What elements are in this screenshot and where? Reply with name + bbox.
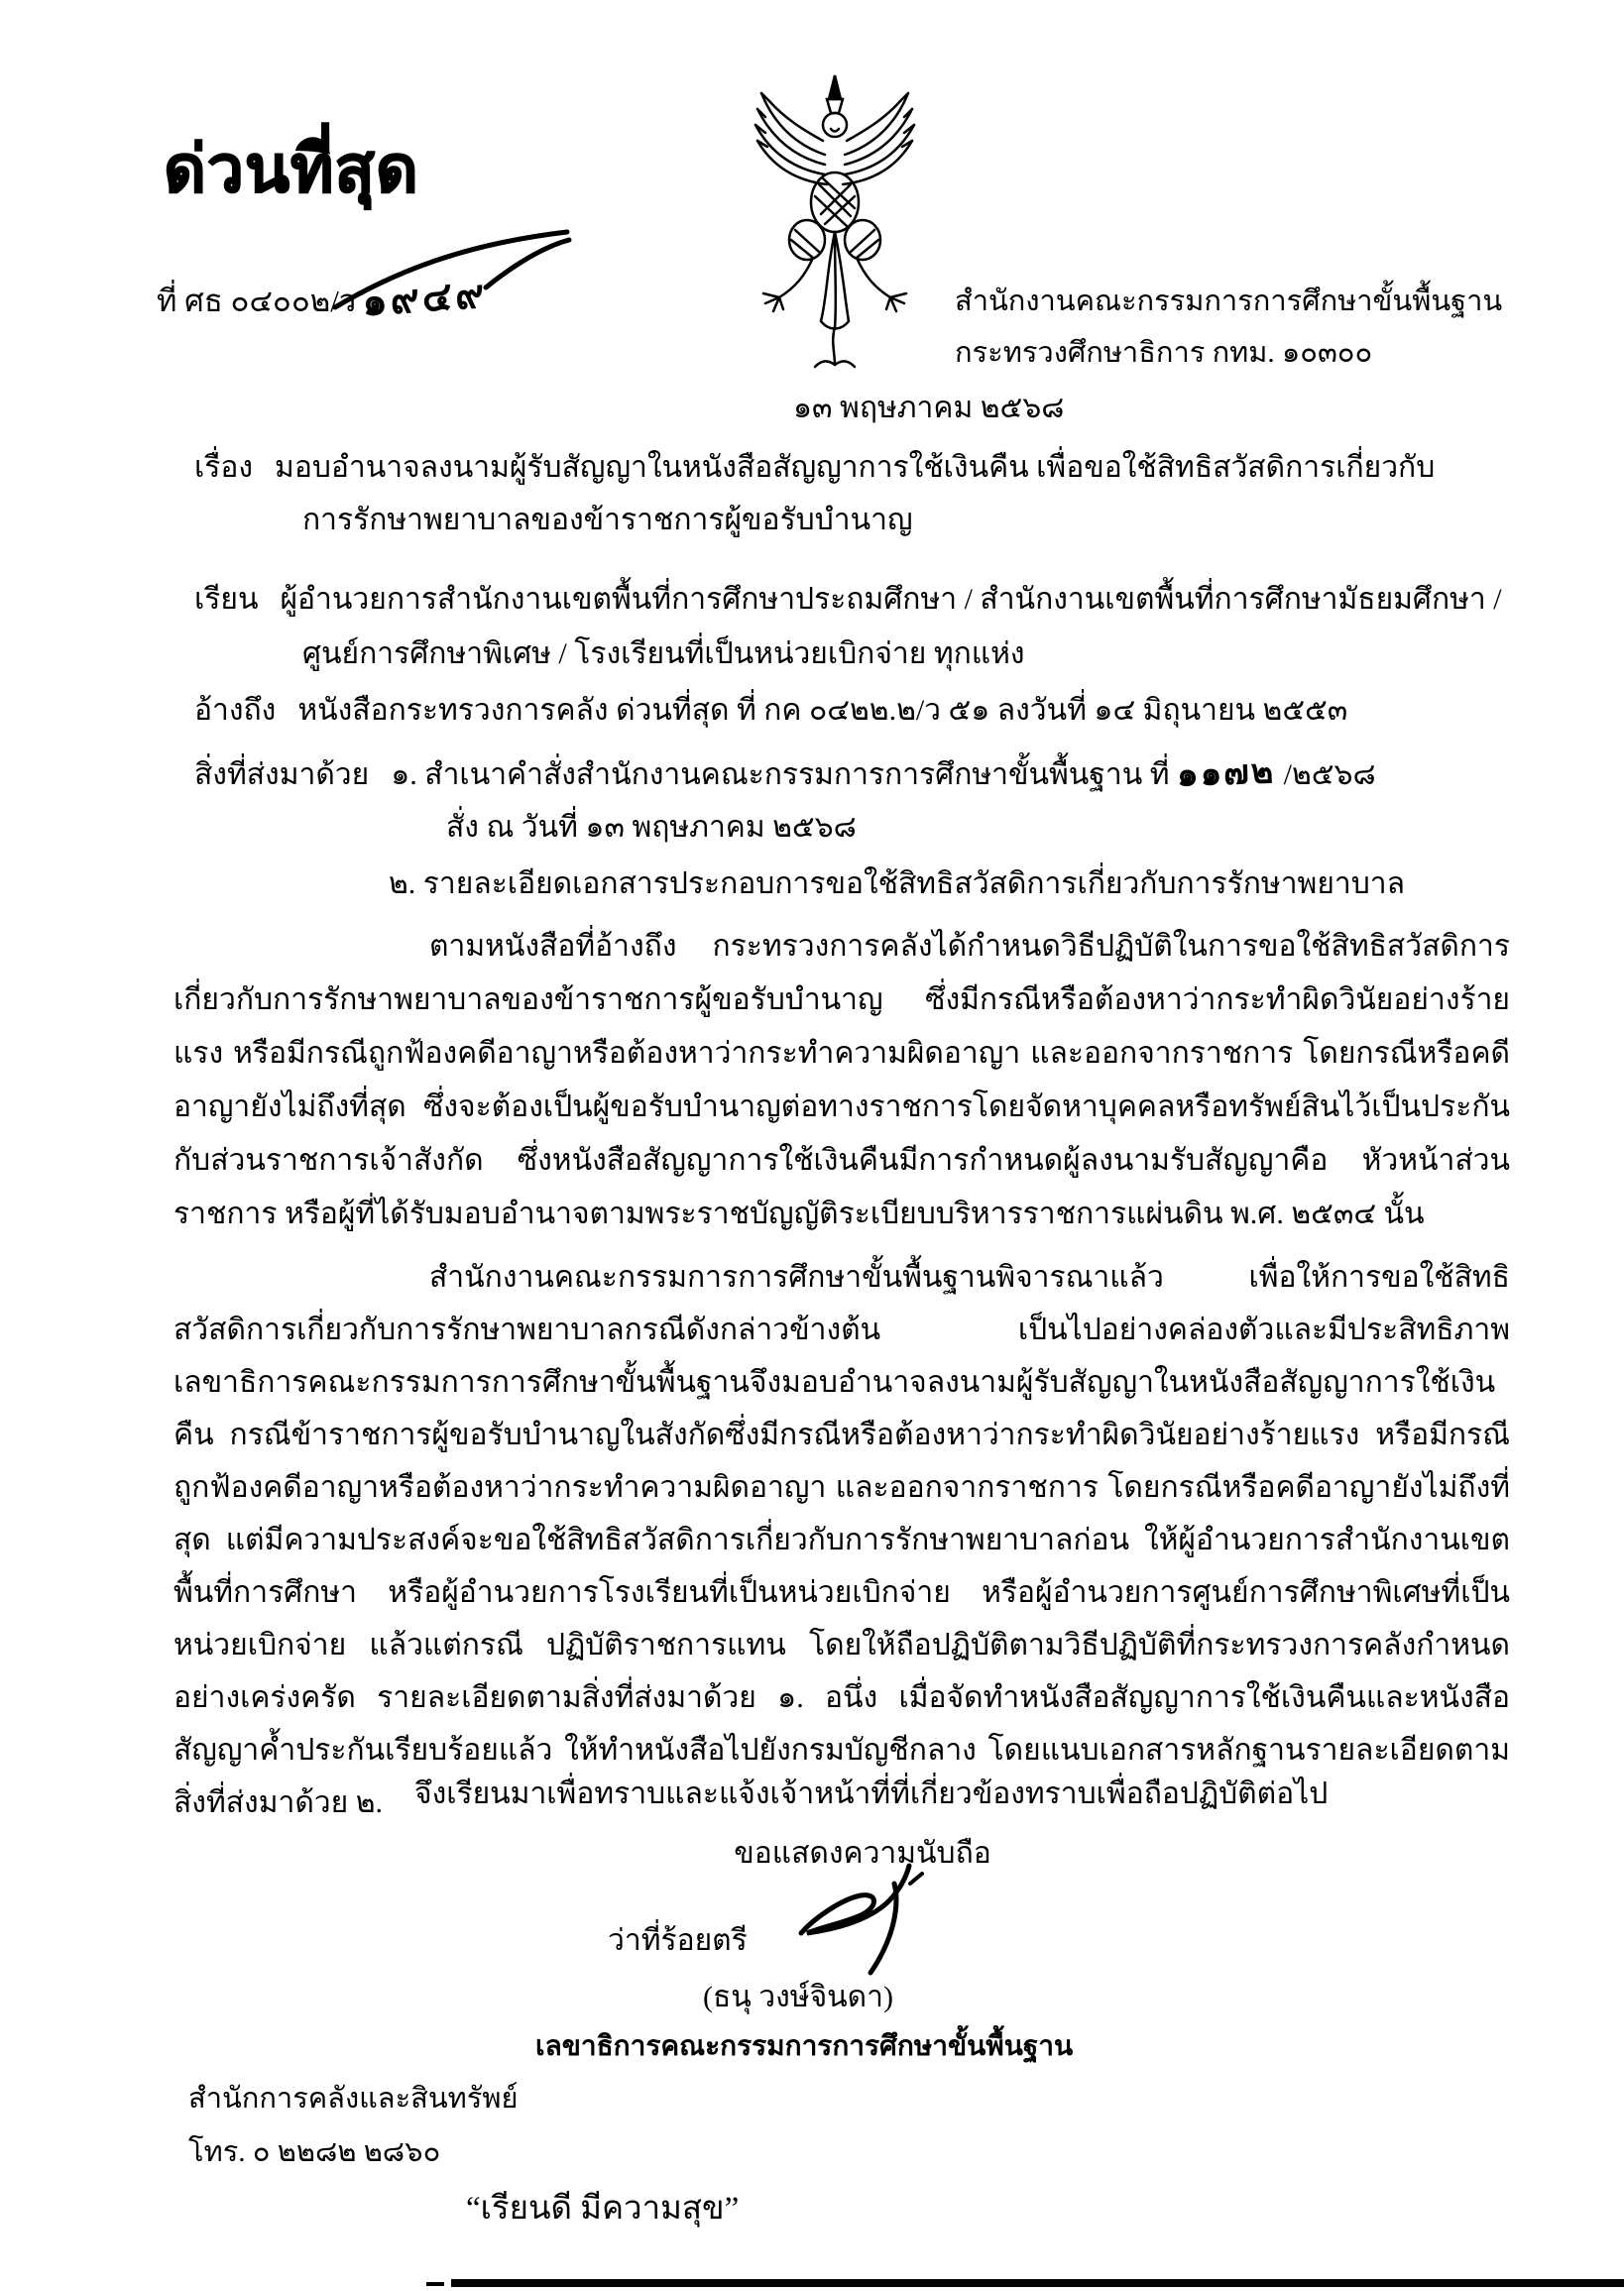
garuda-emblem-icon [736, 71, 934, 369]
subject-row [194, 448, 1435, 489]
agency-block [955, 276, 1502, 379]
reference-label: อ้างถึง [194, 694, 277, 727]
enclosure2-text: ๒. รายละเอียดเอกสารประกอบการขอใช้สิทธิสวัสดิการเกี่ยวกับการรักษาพยาบาล [389, 867, 1406, 900]
subject-line2: การรักษาพยาบาลของข้าราชการผู้ขอรับบำนาญ [302, 504, 913, 536]
reference-row [194, 691, 1347, 732]
signer-name: (ธนุ วงษ์จินดา) [703, 1981, 893, 2013]
scan-artifact-speck [426, 2282, 444, 2286]
signer-rank: ว่าที่ร้อยตรี [608, 1924, 748, 1957]
enclosure-label: สิ่งที่ส่งมาด้วย [194, 758, 370, 791]
footer-office: สำนักการคลังและสินทรัพย์ [188, 2083, 519, 2115]
recipient-line2: ศูนย์การศึกษาพิเศษ / โรงเรียนที่เป็นหน่วยเบิกจ่าย ทุกแห่ง [302, 637, 1025, 670]
enclosure1-text: ๑. สำเนาคำสั่งสำนักงานคณะกรรมการการศึกษาขั้นพื้นฐาน ที่ [391, 758, 1170, 791]
doc-number-prefix: ที่ ศธ ๐๔๐๐๒/ว [157, 284, 357, 318]
signer-title: เลขาธิการคณะกรรมการการศึกษาขั้นพื้นฐาน [535, 2031, 1074, 2062]
agency-name: สำนักงานคณะกรรมการการศึกษาขั้นพื้นฐาน [955, 286, 1503, 317]
recipient-label: เรียน [194, 583, 259, 616]
recipient-line1: ผู้อำนวยการสำนักงานเขตพื้นที่การศึกษาประถมศึกษา / สำนักงานเขตพื้นที่การศึกษามัธยมศึกษา / [280, 583, 1502, 616]
scan-artifact-line [451, 2279, 1624, 2287]
motto: “เรียนดี มีความสุข” [466, 2191, 740, 2227]
body-paragraph-1: ตามหนังสือที่อ้างถึง กระทรวงการคลังได้กำหนดวิธีปฏิบัติในการขอใช้สิทธิสวัสดิการเกี่ยวกับการรักษาพยาบาลของข้าราชการผู้ขอรับบำนาญ ซึ่งมีกรณีหรือต้องหาว่ากระทำผิดวินัยอย่างร้ายแรง หรือมีกรณีถูกฟ้องคดีอาญาหรือต้องหาว่ากระทำความผิดอาญา และออกจากราชการ โดยกรณีหรือคดีอาญายังไม่ถึงที่สุด ซึ่งจะต้องเป็นผู้ขอรับบำนาญต่อทางราชการโดยจัดหาบุคคลหรือทรัพย์สินไว้เป็นประกันกับส่วนราชการเจ้าสังกัด ซึ่งหนังสือสัญญาการใช้เงินคืนมีการกำหนดผู้ลงนามรับสัญญาคือ หัวหน้าส่วนราชการ หรือผู้ที่ได้รับมอบอำนาจตามพระราชบัญญัติระเบียบบริหารราชการแผ่นดิน พ.ศ. ๒๕๓๔ นั้น [174, 930, 1510, 1230]
reference-text: หนังสือกระทรวงการคลัง ด่วนที่สุด ที่ กค ๐๔๒๒.๒/ว ๕๑ ลงวันที่ ๑๔ มิถุนายน ๒๕๕๓ [297, 694, 1348, 727]
subject-line1: มอบอำนาจลงนามผู้รับสัญญาในหนังสือสัญญาการใช้เงินคืน เพื่อขอใช้สิทธิสวัสดิการเกี่ยวกับ [275, 451, 1436, 484]
footer-phone: โทร. ๐ ๒๒๘๒ ๒๘๖๐ [188, 2136, 441, 2168]
body-paragraph-2: สำนักงานคณะกรรมการการศึกษาขั้นพื้นฐานพิจารณาแล้ว เพื่อให้การขอใช้สิทธิสวัสดิการเกี่ยวกับการรักษาพยาบาลกรณีดังกล่าวข้างต้น เป็นไปอย่างคล่องตัวและมีประสิทธิภาพ เลขาธิการคณะกรรมการการศึกษาขั้นพื้นฐานจึงมอบอำนาจลงนามผู้รับสัญญาในหนังสือสัญญาการใช้เงินคืน กรณีข้าราชการผู้ขอรับบำนาญในสังกัดซึ่งมีกรณีหรือต้องหาว่ากระทำผิดวินัยอย่างร้ายแรง หรือมีกรณีถูกฟ้องคดีอาญาหรือต้องหาว่ากระทำความผิดอาญา และออกจากราชการ โดยกรณีหรือคดีอาญายังไม่ถึงที่สุด แต่มีความประสงค์จะขอใช้สิทธิสวัสดิการเกี่ยวกับการรักษาพยาบาลก่อน ให้ผู้อำนวยการสำนักงานเขตพื้นที่การศึกษา หรือผู้อำนวยการโรงเรียนที่เป็นหน่วยเบิกจ่าย หรือผู้อำนวยการศูนย์การศึกษาพิเศษที่เป็นหน่วยเบิกจ่าย แล้วแต่กรณี ปฏิบัติราชการแทน โดยให้ถือปฏิบัติตามวิธีปฏิบัติที่กระทรวงการคลังกำหนดอย่างเคร่งครัด รายละเอียดตามสิ่งที่ส่งมาด้วย ๑. อนึ่ง เมื่อจัดทำหนังสือสัญญาการใช้เงินคืนและหนังสือสัญญาค้ำประกันเรียบร้อยแล้ว ให้ทำหนังสือไปยังกรมบัญชีกลาง โดยแนบเอกสารหลักฐานรายละเอียดตามสิ่งที่ส่งมาด้วย ๒. [174, 1261, 1510, 1819]
signature-icon [783, 1856, 952, 1980]
urgency-stamp: ด่วนที่สุด [164, 134, 419, 206]
enclosure1-year: /๒๕๖๘ [1283, 758, 1376, 791]
recipient-row [194, 580, 1502, 621]
enclosure-row [194, 751, 1376, 797]
doc-number-handwritten: ๑๙๔๙ [360, 271, 489, 325]
closing-line: จึงเรียนมาเพื่อทราบและแจ้งเจ้าหน้าที่ที่เกี่ยวข้องทราบเพื่อถือปฏิบัติต่อไป [414, 1777, 1329, 1810]
enclosure1-line2: สั่ง ณ วันที่ ๑๓ พฤษภาคม ๒๕๖๘ [446, 811, 857, 844]
agency-address: กระทรวงศึกษาธิการ กทม. ๑๐๓๐๐ [955, 337, 1373, 369]
enclosure1-number-handwritten: ๑๑๗๒ [1176, 753, 1277, 794]
subject-label: เรื่อง [194, 451, 254, 484]
handwritten-flourish-icon [327, 226, 575, 315]
letter-date: ๑๓ พฤษภาคม ๒๕๖๘ [793, 392, 1065, 424]
salutation: ขอแสดงความนับถือ [734, 1837, 991, 1870]
